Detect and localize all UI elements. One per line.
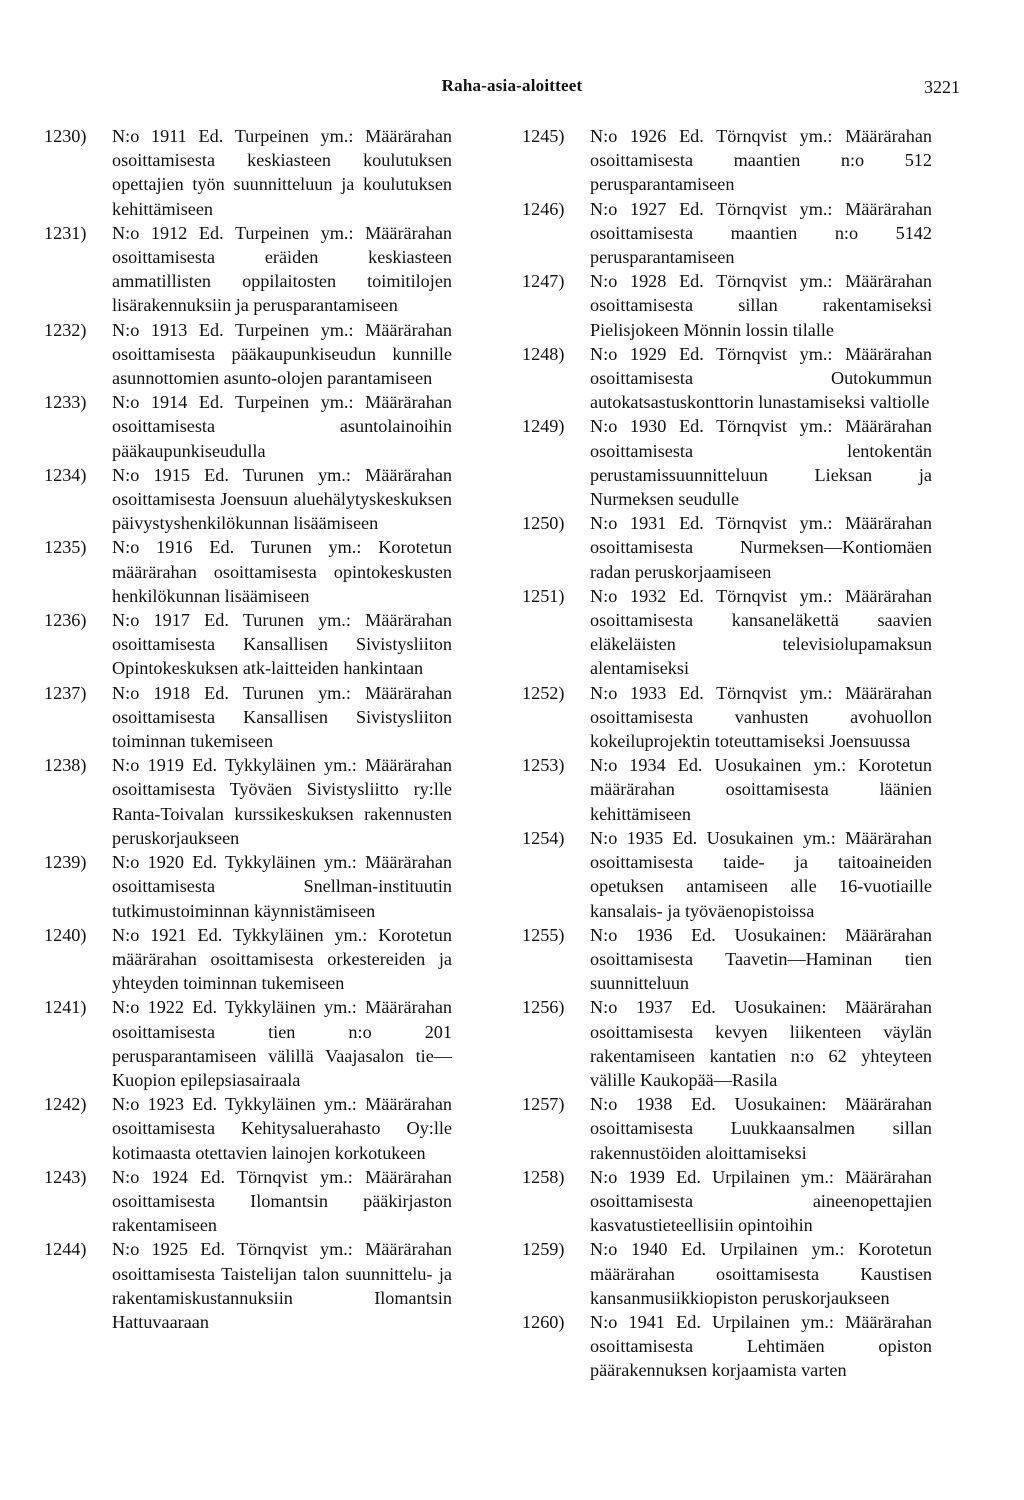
- entry-text: N:o 1924 Ed. Törnqvist ym.: Määrärahan osoittamisesta Ilomantsin pääkirjaston rakentamiseen: [112, 1166, 452, 1236]
- entry-number: 1234): [44, 464, 87, 485]
- entry-number: 1233): [44, 392, 87, 413]
- entry-number: 1245): [522, 126, 565, 146]
- list-item: [44, 850, 452, 923]
- list-item: [522, 342, 932, 415]
- entry-number: 1238): [44, 755, 87, 776]
- entry-text: N:o 1937 Ed. Uosukainen: Määrärahan osoittamisesta kevyen liikenteen väylän rakentamiseen kantatien n:o 62 yhteyteen välille Kaukopää—Rasila: [590, 997, 932, 1090]
- entry-number: 1243): [44, 1166, 87, 1187]
- list-item: [44, 463, 452, 536]
- list-item: [44, 1237, 452, 1334]
- list-item: [522, 511, 932, 584]
- list-item: [44, 1092, 452, 1165]
- entry-text: N:o 1931 Ed. Törnqvist ym.: Määrärahan osoittamisesta Nurmeksen—Kontiomäen radan peruskorjaamiseen: [590, 513, 932, 582]
- entry-text: N:o 1912 Ed. Turpeinen ym.: Määrärahan osoittamisesta eräiden keskiasteen ammatillisten oppilaitosten toimitilojen lisärakennuksiin ja perusparantamiseen: [112, 222, 452, 316]
- entry-text: N:o 1916 Ed. Turunen ym.: Korotetun määrärahan osoittamisesta opintokeskusten henkilökunnan lisäämiseen: [112, 537, 452, 606]
- entry-text: N:o 1936 Ed. Uosukainen: Määrärahan osoittamisesta Taavetin—Haminan tien suunnitteluun: [590, 924, 932, 994]
- entry-text: N:o 1919 Ed. Tykkyläinen ym.: Määrärahan osoittamisesta Työväen Sivistysliitto ry:lle Ranta-Toivalan kurssikeskuksen rakennusten peruskorjaukseen: [112, 755, 452, 848]
- entry-text: N:o 1938 Ed. Uosukainen: Määrärahan osoittamisesta Luukkaansalmen sillan rakennustöiden aloittamiseksi: [590, 1094, 932, 1163]
- entry-text: N:o 1927 Ed. Törnqvist ym.: Määrärahan osoittamisesta maantien n:o 5142 perusparantamiseen: [590, 198, 932, 268]
- entry-text: N:o 1915 Ed. Turunen ym.: Määrärahan osoittamisesta Joensuun aluehälytyskeskuksen päivystyshenkilökunnan lisäämiseen: [112, 464, 452, 534]
- list-item: [522, 124, 932, 197]
- entry-text: N:o 1914 Ed. Turpeinen ym.: Määrärahan osoittamisesta asuntolainoihin pääkaupunkiseudulla: [112, 392, 452, 461]
- entry-number: 1236): [44, 610, 87, 631]
- list-item: [522, 753, 932, 826]
- list-item: [522, 1237, 932, 1310]
- entry-text: N:o 1926 Ed. Törnqvist ym.: Määrärahan osoittamisesta maantien n:o 512 perusparantamiseen: [590, 126, 932, 195]
- left-column: [44, 124, 452, 1334]
- entry-number: 1237): [44, 682, 87, 703]
- entry-number: 1231): [44, 222, 87, 243]
- list-item: [44, 995, 452, 1092]
- list-item: [44, 124, 452, 221]
- list-item: [44, 681, 452, 754]
- list-item: [522, 1092, 932, 1165]
- entry-text: N:o 1922 Ed. Tykkyläinen ym.: Määrärahan osoittamisesta tien n:o 201 perusparantamiseen välillä Vaajasalon tie—Kuopion epilepsiasairaala: [112, 997, 452, 1090]
- list-item: [522, 923, 932, 996]
- entry-number: 1239): [44, 852, 87, 873]
- entry-text: N:o 1932 Ed. Törnqvist ym.: Määrärahan osoittamisesta kansaneläkettä saavien eläkeläisten televisiolupamaksun alentamiseksi: [590, 585, 932, 679]
- entry-text: N:o 1934 Ed. Uosukainen ym.: Korotetun määrärahan osoittamisesta läänien kehittämiseen: [590, 755, 932, 824]
- entry-number: 1254): [522, 827, 565, 848]
- page-number: 3221: [924, 77, 960, 97]
- entry-text: N:o 1939 Ed. Urpilainen ym.: Määrärahan osoittamisesta aineenopettajien kasvatustieteellisiin opintoihin: [590, 1166, 932, 1236]
- entry-number: 1244): [44, 1239, 87, 1260]
- entry-text: N:o 1917 Ed. Turunen ym.: Määrärahan osoittamisesta Kansallisen Sivistysliiton Opintokeskuksen atk-laitteiden hankintaan: [112, 610, 452, 679]
- entry-text: N:o 1923 Ed. Tykkyläinen ym.: Määrärahan osoittamisesta Kehitysaluerahasto Oy:lle kotimaasta otettavien lainojen korkotukeen: [112, 1094, 452, 1163]
- entry-number: 1252): [522, 682, 565, 703]
- entry-number: 1259): [522, 1239, 565, 1260]
- entry-number: 1256): [522, 997, 565, 1018]
- entry-text: N:o 1928 Ed. Törnqvist ym.: Määrärahan osoittamisesta sillan rakentamiseksi Pielisjokeen Mönnin lossin tilalle: [590, 271, 932, 340]
- list-item: [44, 753, 452, 850]
- entry-number: 1253): [522, 755, 565, 776]
- list-item: [44, 535, 452, 608]
- list-item: [44, 1165, 452, 1238]
- entry-text: N:o 1913 Ed. Turpeinen ym.: Määrärahan osoittamisesta pääkaupunkiseudun kunnille asunnottomien asunto-olojen parantamiseen: [112, 319, 452, 389]
- list-item: [44, 221, 452, 318]
- entry-text: N:o 1921 Ed. Tykkyläinen ym.: Korotetun määrärahan osoittamisesta orkestereiden ja yhteyden toiminnan tukemiseen: [112, 924, 452, 994]
- list-item: [522, 1310, 932, 1383]
- entry-text: N:o 1918 Ed. Turunen ym.: Määrärahan osoittamisesta Kansallisen Sivistysliiton toiminnan tukemiseen: [112, 682, 452, 752]
- list-item: [522, 197, 932, 270]
- entry-number: 1240): [44, 924, 87, 945]
- entry-number: 1235): [44, 537, 87, 558]
- list-item: [522, 414, 932, 511]
- entry-number: 1255): [522, 924, 565, 945]
- entry-number: 1257): [522, 1094, 565, 1115]
- entry-number: 1241): [44, 997, 87, 1018]
- list-item: [522, 269, 932, 342]
- entry-number: 1230): [44, 126, 87, 146]
- entry-text: N:o 1925 Ed. Törnqvist ym.: Määrärahan osoittamisesta Taistelijan talon suunnittelu- ja rakentamiskustannuksiin Ilomantsin Hattuvaaraan: [112, 1239, 452, 1332]
- entry-text: N:o 1941 Ed. Urpilainen ym.: Määrärahan osoittamisesta Lehtimäen opiston päärakennuksen korjaamista varten: [590, 1311, 932, 1381]
- entry-text: N:o 1911 Ed. Turpeinen ym.: Määrärahan osoittamisesta keskiasteen koulutuksen opettajien työn suunnitteluun ja koulutuksen kehittämiseen: [112, 126, 452, 219]
- entry-number: 1251): [522, 585, 565, 606]
- list-item: [44, 318, 452, 391]
- entry-text: N:o 1935 Ed. Uosukainen ym.: Määrärahan osoittamisesta taide- ja taitoaineiden opetuksen antamiseen alle 16-vuotiaille kansalais- ja työväenopistoissa: [590, 827, 932, 921]
- list-item: [44, 390, 452, 463]
- list-item: [522, 681, 932, 754]
- entry-number: 1258): [522, 1166, 565, 1187]
- list-item: [522, 826, 932, 923]
- entry-number: 1260): [522, 1311, 565, 1332]
- list-item: [522, 995, 932, 1092]
- running-header-title: Raha-asia-aloitteet: [441, 76, 583, 95]
- entry-number: 1248): [522, 343, 565, 364]
- entry-text: N:o 1940 Ed. Urpilainen ym.: Korotetun määrärahan osoittamisesta Kaustisen kansanmusiikkiopiston peruskorjaukseen: [590, 1239, 932, 1308]
- entry-text: N:o 1930 Ed. Törnqvist ym.: Määrärahan osoittamisesta lentokentän perustamissuunnitteluun Lieksan ja Nurmeksen seudulle: [590, 416, 932, 510]
- entry-number: 1250): [522, 513, 565, 534]
- entry-number: 1247): [522, 271, 565, 292]
- list-item: [522, 1165, 932, 1238]
- entry-number: 1246): [522, 198, 565, 219]
- entry-text: N:o 1933 Ed. Törnqvist ym.: Määrärahan osoittamisesta vanhusten avohuollon kokeiluprojektin toteuttamiseksi Joensuussa: [590, 682, 932, 752]
- entry-text: N:o 1929 Ed. Törnqvist ym.: Määrärahan osoittamisesta Outokummun autokatsastuskonttorin lunastamiseksi valtiolle: [590, 343, 932, 413]
- list-item: [522, 584, 932, 681]
- entry-number: 1249): [522, 416, 565, 437]
- list-item: [44, 923, 452, 996]
- entry-number: 1232): [44, 319, 87, 340]
- right-column: [522, 124, 932, 1383]
- entry-number: 1242): [44, 1094, 87, 1115]
- list-item: [44, 608, 452, 681]
- entry-text: N:o 1920 Ed. Tykkyläinen ym.: Määrärahan osoittamisesta Snellman-instituutin tutkimustoiminnan käynnistämiseen: [112, 852, 452, 921]
